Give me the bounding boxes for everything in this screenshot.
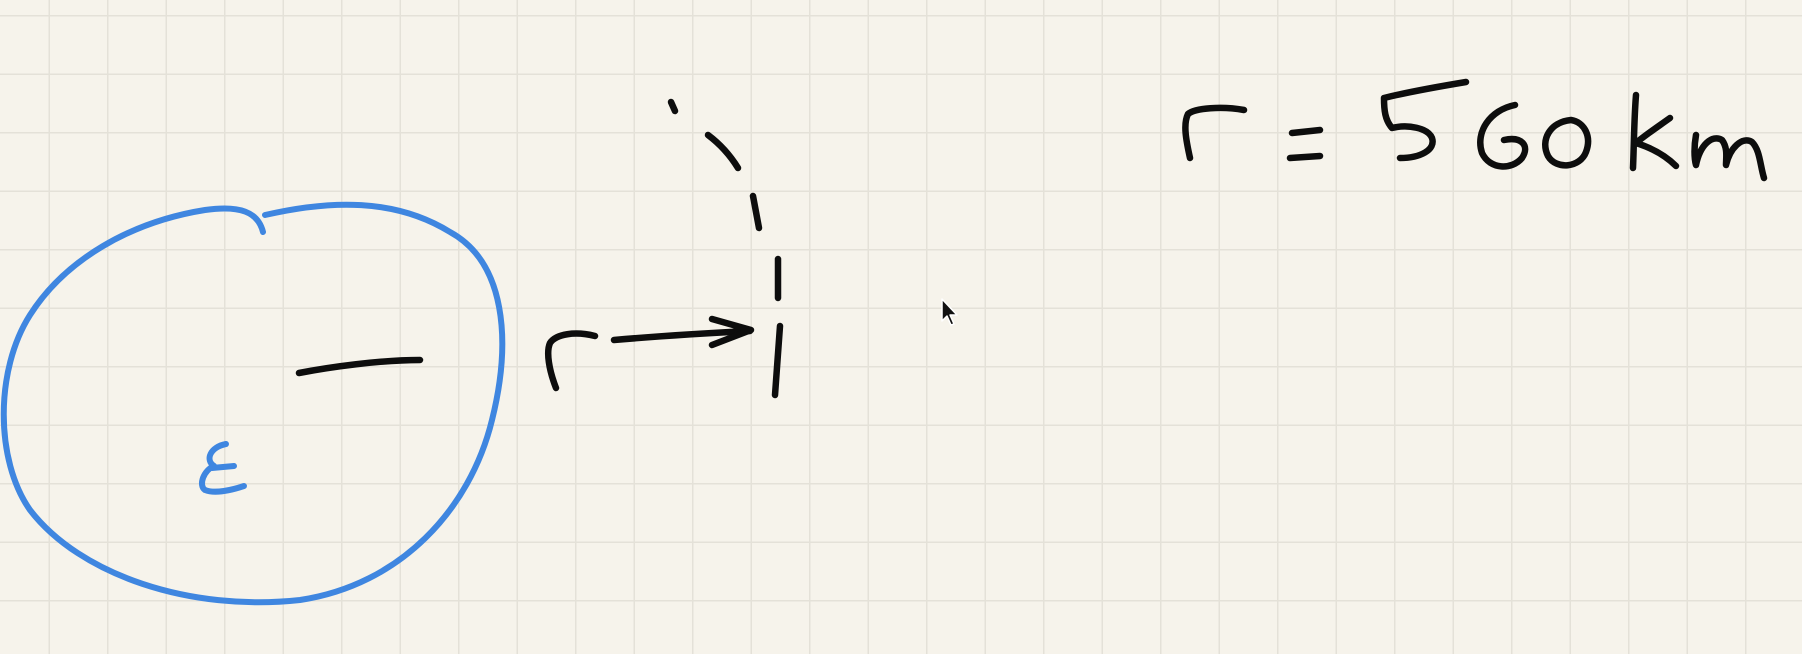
earth-circle <box>4 205 502 603</box>
mouse-pointer-icon <box>940 298 960 328</box>
earth-radius-dash <box>299 360 420 373</box>
earth-label-E <box>202 444 244 492</box>
radius-r-glyph <box>548 334 595 388</box>
equation-strokes <box>1185 82 1764 178</box>
orbit-dashed-arc <box>671 102 780 395</box>
